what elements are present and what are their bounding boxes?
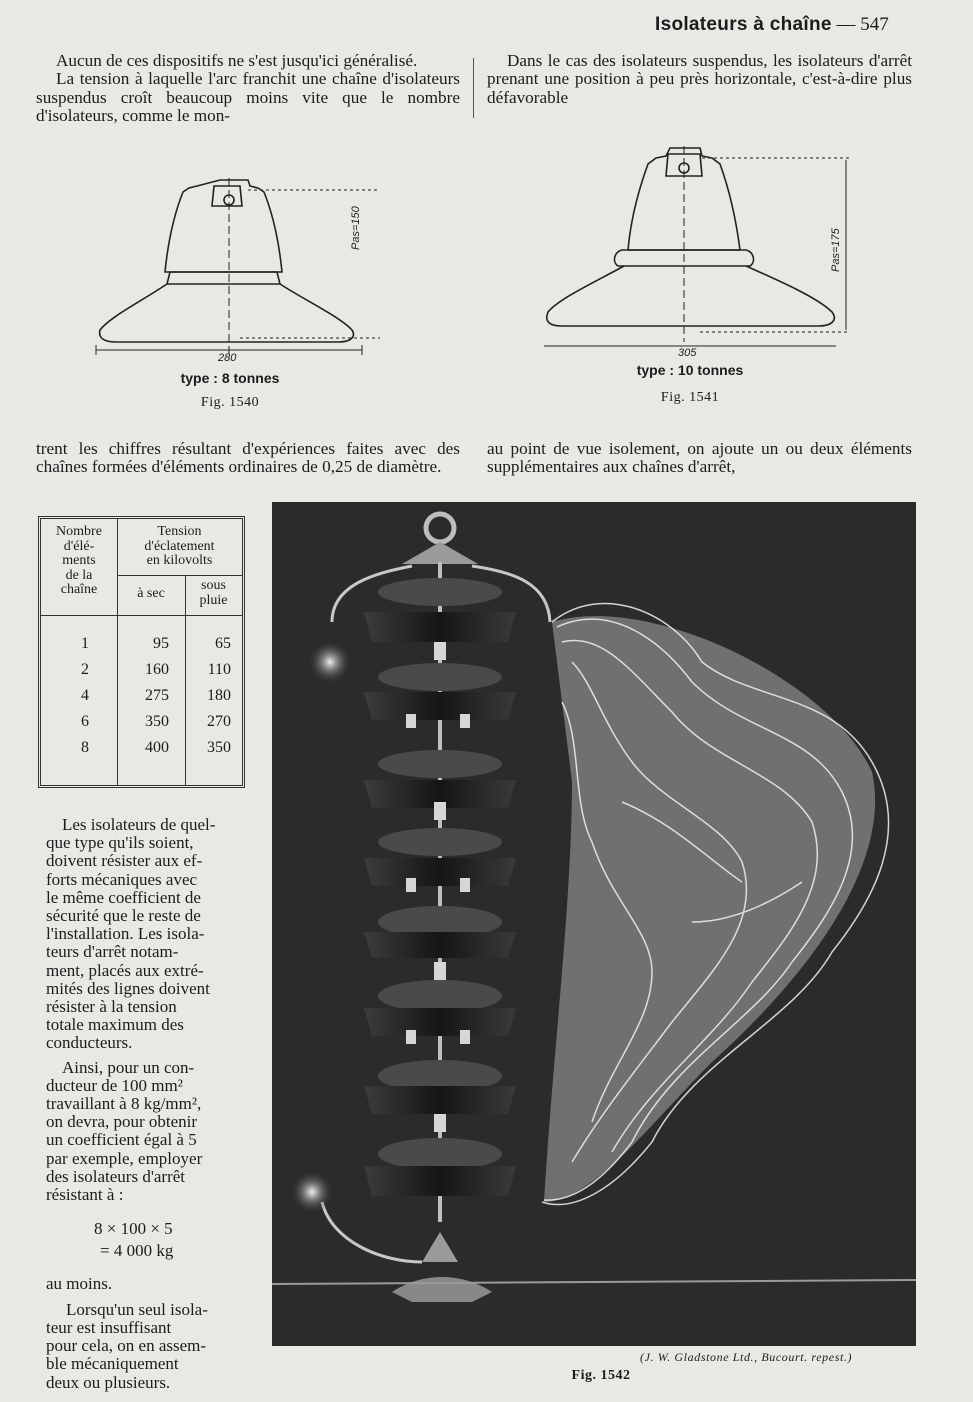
running-header (655, 14, 889, 36)
figure-caption: Fig. 1542 (571, 1368, 631, 1383)
cell-dry: 400 (145, 739, 169, 756)
header-dash: — (836, 14, 856, 35)
header-line: Tension (157, 524, 202, 539)
cell-dry: 275 (145, 687, 169, 704)
header-tension (117, 525, 242, 569)
cell-rain: 180 (207, 687, 231, 704)
cell-count: 2 (81, 661, 89, 678)
paragraph-mechanical (46, 816, 252, 1053)
cell-count: 8 (81, 739, 89, 756)
paragraph: trent les chiffres résultant d'expériences faites avec des chaînes formées d'éléments ordinaires de 0,25 de diamètre. (36, 439, 460, 477)
table-rule (41, 615, 242, 616)
header-line: d'élé- (63, 538, 95, 554)
text-line: ducteur de 100 mm² (46, 1075, 183, 1095)
text-line: pour cela, on en assem- (46, 1336, 207, 1356)
cell-dry: 350 (145, 713, 169, 730)
paragraph-assembly (46, 1301, 252, 1392)
text-line: des isolateurs d'arrêt (46, 1166, 186, 1186)
header-line: en kilovolts (146, 553, 213, 568)
figure-type: type : 10 tonnes (636, 362, 744, 378)
breakdown-voltage-table (38, 516, 245, 788)
left-mid-text (36, 440, 460, 477)
text-line: par exemple, employer (46, 1148, 203, 1168)
left-bottom-text (46, 816, 252, 1392)
text-line: que type qu'ils soient, (46, 833, 194, 853)
insulator-chain-arc-image (272, 502, 916, 1346)
cell-dry: 95 (153, 635, 169, 652)
text-line: mités des lignes doivent (46, 978, 210, 998)
formula-line-1: 8 × 100 × 5 (94, 1219, 173, 1239)
text-line: Les isolateurs de quel- (62, 815, 216, 834)
header-line: ments (62, 553, 96, 568)
text-line: sécurité que le reste de (46, 906, 201, 926)
header-title: Isolateurs à chaîne (655, 14, 832, 35)
figure-type: type : 8 tonnes (180, 370, 280, 386)
header-rain (185, 579, 242, 608)
pitch-label: Pas=175 (830, 228, 842, 272)
flashover-photograph (272, 502, 916, 1346)
text-line: teur est insuffisant (46, 1318, 172, 1338)
right-mid-text (487, 440, 912, 477)
text-line: totale maximum des (46, 1015, 184, 1035)
insulator-10t-drawing (540, 142, 850, 352)
left-top-text (36, 52, 460, 126)
figure-caption: Fig. 1541 (660, 390, 720, 405)
cell-rain: 270 (207, 713, 231, 730)
text-line: ble mécaniquement (46, 1354, 179, 1374)
header-dry: à sec (137, 586, 165, 601)
text-line: ment, placés aux extré- (46, 960, 204, 980)
width-label: 305 (678, 347, 697, 359)
paragraph-example (46, 1059, 252, 1205)
insulator-8t-drawing (90, 172, 380, 372)
text-line: résistant à : (46, 1185, 124, 1205)
cell-rain: 110 (207, 661, 231, 678)
text-line: résister à la tension (46, 997, 177, 1017)
cell-count: 1 (81, 635, 89, 652)
pitch-label: Pas=150 (350, 206, 362, 250)
cell-count: 6 (81, 713, 89, 730)
width-label: 280 (218, 352, 237, 364)
paragraph: Dans le cas des isolateurs suspendus, les isolateurs d'arrêt prenant une position à peu près horizontale, c'est-à-dire plus défavorable (487, 51, 912, 107)
header-line: sous (201, 578, 226, 593)
text-line: deux ou plusieurs. (46, 1372, 171, 1392)
header-line: de la (65, 567, 93, 583)
text-line: travaillant à 8 kg/mm², (46, 1094, 202, 1114)
text-line: doivent résister aux ef- (46, 851, 203, 871)
header-line: chaîne (60, 582, 98, 597)
photo-credit: (J. W. Gladstone Ltd., Bucourt. repest.) (640, 1350, 853, 1364)
paragraph: au point de vue isolement, on ajoute un ou deux éléments supplémentaires aux chaînes d'arrêt, (487, 439, 912, 477)
page-number: 547 (860, 14, 889, 35)
text-line: le même coefficient de (46, 887, 201, 907)
cell-count: 4 (81, 687, 89, 704)
table-rule (117, 575, 242, 576)
header-count (41, 525, 117, 598)
text-line: teurs d'arrêt notam- (46, 942, 179, 962)
header-line: Nombre (56, 524, 102, 539)
text-line: conducteurs. (46, 1033, 133, 1053)
text-line: Ainsi, pour un con- (62, 1057, 195, 1077)
header-line: pluie (199, 592, 228, 608)
text-line: l'installation. Les isola- (46, 924, 205, 944)
formula-line-2: = 4 000 kg (100, 1241, 174, 1261)
text-line: on devra, pour obtenir (46, 1112, 198, 1132)
cell-rain: 350 (207, 739, 231, 756)
cell-dry: 160 (145, 661, 169, 678)
figure-caption: Fig. 1540 (200, 395, 260, 410)
paragraph: Aucun de ces dispositifs ne s'est jusqu'ici généralisé. (56, 51, 418, 70)
paragraph: La tension à laquelle l'arc franchit une chaîne d'isolateurs suspendus croît beaucoup moins vite que le nombre d'isolateurs, comme le mon- (36, 69, 460, 126)
right-top-text (487, 52, 912, 107)
column-rule (473, 58, 474, 118)
header-line: d'éclatement (144, 538, 215, 554)
text-line: forts mécaniques avec (46, 869, 198, 889)
cell-rain: 65 (215, 635, 231, 652)
text-line: au moins. (46, 1273, 113, 1293)
text-line: Lorsqu'un seul isola- (66, 1299, 208, 1319)
text-line: un coefficient égal à 5 (46, 1130, 197, 1150)
